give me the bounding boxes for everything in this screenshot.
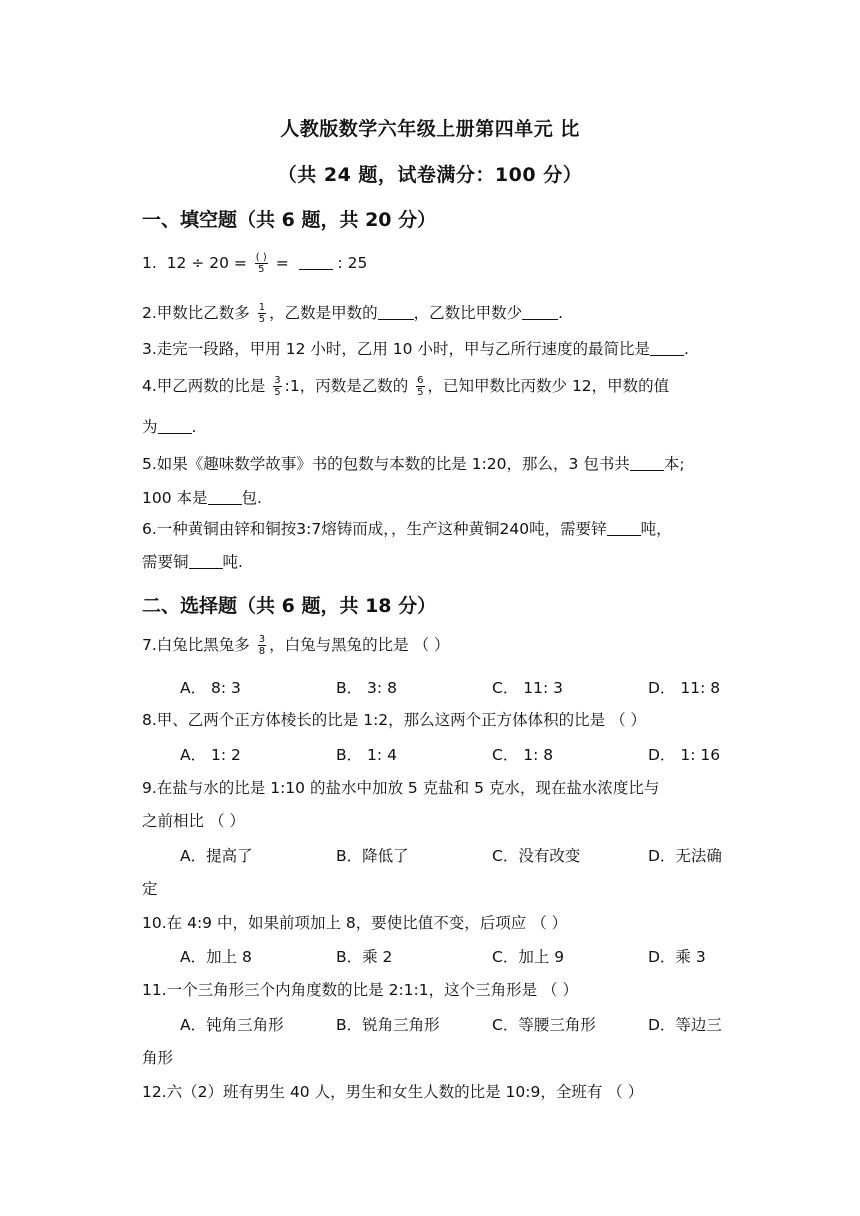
q1-equals: = (275, 254, 289, 272)
q1-frac-num: ( ) (255, 252, 267, 263)
q1-fraction (255, 252, 268, 275)
q1-blank[interactable] (299, 255, 333, 270)
q12-answer-paren[interactable]: （ ） (607, 1083, 644, 1101)
q4-fraction-2 (416, 375, 424, 398)
q5-blank-2[interactable] (208, 490, 242, 505)
q7-option-a[interactable]: A． 8: 3 (180, 679, 241, 697)
question-8 (142, 708, 646, 730)
question-1 (142, 252, 367, 275)
q9-option-d-wrap: 定 (142, 880, 158, 898)
question-6 (142, 517, 672, 539)
q11-option-d-wrap: 角形 (142, 1049, 174, 1067)
q10-option-b[interactable]: B．乘 2 (336, 948, 393, 966)
q2-text-b: ，乙数是甲数的 (269, 304, 378, 322)
q2-blank-2[interactable] (522, 305, 558, 320)
q7-text-b: ，白兔与黑兔的比是 (269, 636, 409, 654)
question-4-cont (142, 415, 196, 437)
question-6-cont (142, 550, 243, 572)
q1-number: 1. (142, 254, 157, 272)
question-3 (142, 337, 689, 359)
q9-option-c[interactable]: C．没有改变 (492, 847, 581, 865)
q2-fraction (258, 302, 266, 325)
q4-frac1-den: 5 (274, 387, 281, 398)
q10-option-a[interactable]: A．加上 8 (180, 948, 252, 966)
q9-option-d[interactable]: D．无法确 (648, 847, 722, 865)
section-multiple-choice: 二、选择题（共 6 题，共 18 分） (142, 595, 437, 617)
q4-fraction-1 (273, 375, 281, 398)
q11-text: 11.一个三角形三个内角度数的比是 2:1:1，这个三角形是 (142, 981, 538, 999)
q2-text-d: . (558, 304, 564, 322)
q4-frac2-den: 5 (417, 387, 424, 398)
question-4 (142, 374, 669, 398)
q9-text: 9.在盐与水的比是 1:10 的盐水中加放 5 克盐和 5 克水，现在盐水浓度比与 (142, 779, 660, 797)
page-subtitle: （共 24 题，试卷满分：100 分） (277, 164, 583, 186)
page-title: 人教版数学六年级上册第四单元 比 (280, 118, 580, 140)
q1-frac-den: 5 (258, 264, 265, 275)
q8-option-c[interactable]: C． 1: 8 (492, 746, 554, 764)
q5-text-a: 5.如果《趣味数学故事》书的包数与本数的比是 1:20，那么，3 包书共 (142, 455, 630, 473)
q4-blank[interactable] (158, 419, 192, 434)
q2-frac-den: 5 (258, 314, 266, 325)
q9-option-a[interactable]: A．提高了 (180, 847, 253, 865)
q10-answer-paren[interactable]: （ ） (531, 914, 568, 932)
question-11 (142, 978, 578, 1000)
q4-text-b: :1，丙数是乙数的 (284, 377, 409, 395)
q7-option-c[interactable]: C． 11: 3 (492, 679, 563, 697)
q7-option-d[interactable]: D． 11: 8 (648, 679, 721, 697)
q9-option-b[interactable]: B．降低了 (336, 847, 409, 865)
q6-blank-1[interactable] (607, 521, 641, 536)
q5-text-d: 包. (241, 489, 262, 507)
q4-frac1-num: 3 (274, 375, 281, 386)
q11-option-b[interactable]: B．锐角三角形 (336, 1016, 440, 1034)
question-2 (142, 301, 563, 325)
q7-frac-den: 8 (258, 646, 266, 657)
q4-text-a: 4.甲乙两数的比是 (142, 377, 266, 395)
q4-text-e: . (191, 418, 197, 436)
question-9-cont (142, 809, 245, 831)
q11-option-c[interactable]: C．等腰三角形 (492, 1016, 596, 1034)
q8-option-d[interactable]: D． 1: 16 (648, 746, 721, 764)
q3-text-b: . (683, 340, 689, 358)
q6-blank-2[interactable] (189, 554, 223, 569)
q3-text-a: 3.走完一段路，甲用 12 小时，乙用 10 小时，甲与乙所行速度的最简比是 (142, 340, 650, 358)
q8-option-b[interactable]: B． 1: 4 (336, 746, 397, 764)
q8-text: 8.甲、乙两个正方体棱长的比是 1:2，那么这两个正方体体积的比是 (142, 711, 606, 729)
q11-option-a[interactable]: A．钝角三角形 (180, 1016, 284, 1034)
question-5-cont (142, 486, 262, 508)
q1-expr: 12 ÷ 20 = (166, 254, 247, 272)
q2-text-c: ，乙数比甲数少 (413, 304, 523, 322)
section-fill-blank: 一、填空题（共 6 题，共 20 分） (142, 209, 437, 231)
q2-text-a: 2.甲数比乙数多 (142, 304, 250, 322)
q5-text-c: 100 本是 (142, 489, 208, 507)
q9-answer-paren[interactable]: （ ） (208, 812, 245, 830)
q6-text-b: 吨， (640, 520, 672, 538)
question-12 (142, 1080, 643, 1102)
question-5 (142, 452, 685, 474)
q7-text-a: 7.白兔比黑兔多 (142, 636, 250, 654)
q3-blank[interactable] (650, 341, 684, 356)
q1-ratio: : 25 (337, 254, 368, 272)
q11-answer-paren[interactable]: （ ） (542, 981, 578, 999)
q7-option-b[interactable]: B． 3: 8 (336, 679, 397, 697)
q6-text-d: 吨. (222, 553, 243, 571)
q4-text-c: ，已知甲数比丙数少 12，甲数的值 (427, 377, 670, 395)
q10-text: 10.在 4:9 中，如果前项加上 8，要使比值不变，后项应 (142, 914, 527, 932)
q7-fraction (258, 634, 266, 657)
q8-option-a[interactable]: A． 1: 2 (180, 746, 241, 764)
q12-text: 12.六（2）班有男生 40 人，男生和女生人数的比是 10:9，全班有 (142, 1083, 603, 1101)
q2-frac-num: 1 (258, 302, 266, 313)
q10-option-c[interactable]: C．加上 9 (492, 948, 565, 966)
q11-option-d[interactable]: D．等边三 (648, 1016, 722, 1034)
q10-option-d[interactable]: D．乘 3 (648, 948, 706, 966)
q7-answer-paren[interactable]: （ ） (413, 636, 450, 654)
q7-frac-num: 3 (258, 634, 266, 645)
q5-blank-1[interactable] (630, 456, 664, 471)
q6-text-a: 6.一种黄铜由锌和铜按3:7熔铸而成，，生产这种黄铜240吨，需要锌 (142, 520, 607, 538)
question-10 (142, 911, 567, 933)
question-9 (142, 776, 659, 798)
q8-answer-paren[interactable]: （ ） (610, 711, 647, 729)
q6-text-c: 需要铜 (142, 553, 189, 571)
q4-text-d: 为 (142, 418, 158, 436)
q5-text-b: 本; (663, 455, 685, 473)
q9-text-2: 之前相比 (142, 812, 205, 830)
q4-frac2-num: 6 (417, 375, 424, 386)
question-7 (142, 633, 450, 657)
q2-blank-1[interactable] (378, 305, 414, 320)
